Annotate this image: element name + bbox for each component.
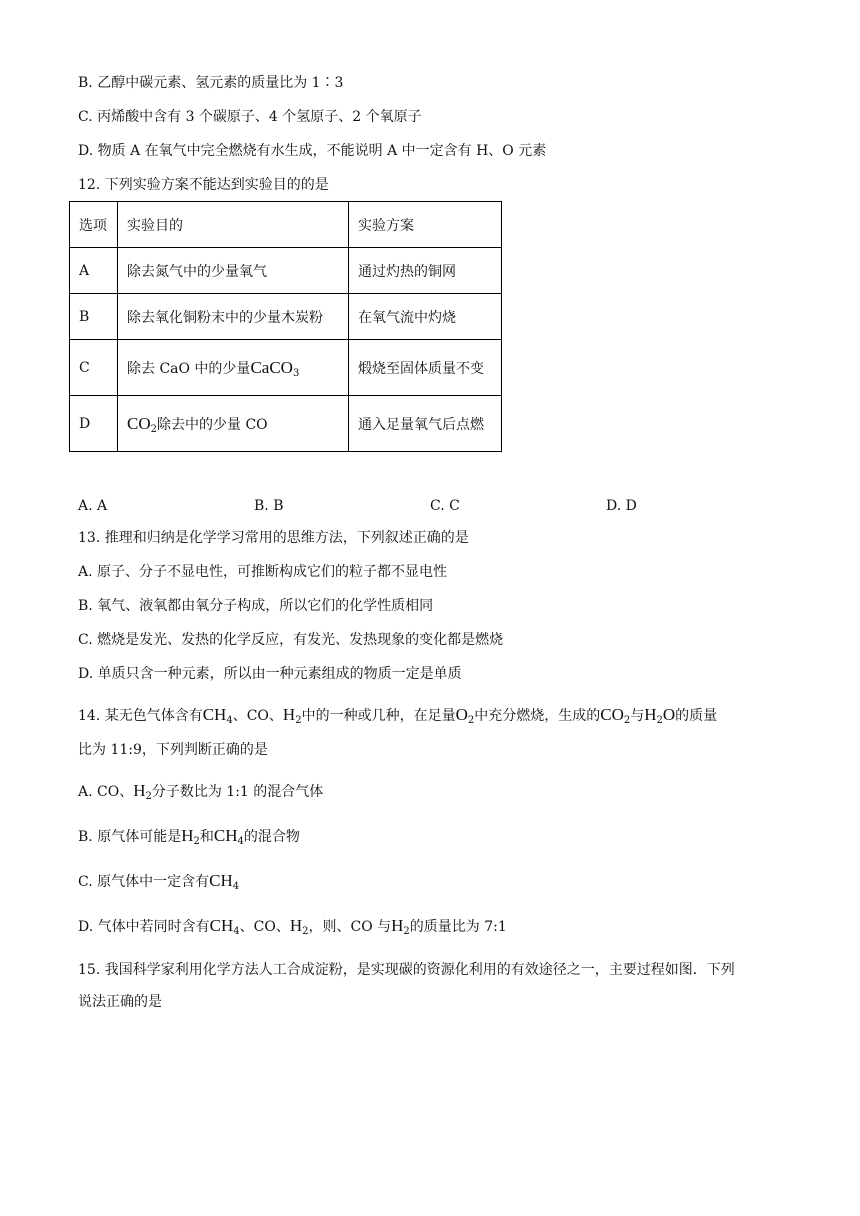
formula: CO xyxy=(600,705,624,724)
q12-choice-a: A. A xyxy=(78,498,108,514)
subscript: 2 xyxy=(302,926,309,937)
subscript: 4 xyxy=(232,881,240,892)
table-row xyxy=(70,340,502,396)
subscript: 2 xyxy=(467,715,475,726)
subscript: 4 xyxy=(226,715,233,726)
text: 和 xyxy=(199,829,214,845)
header-plan: 实验方案 xyxy=(349,202,502,248)
text: 、CO、 xyxy=(232,708,283,724)
header-goal: 实验目的 xyxy=(118,202,349,248)
formula: H xyxy=(644,705,657,724)
subscript: 2 xyxy=(150,423,157,435)
row-goal: 除去氮气中的少量氧气 xyxy=(118,248,349,294)
table-row xyxy=(70,396,502,452)
row-option: C xyxy=(70,340,118,396)
q13-option-b: B. 氧气、液氧都由氧分子构成，所以它们的化学性质相同 xyxy=(78,598,434,614)
subscript: 2 xyxy=(193,836,200,847)
table-row xyxy=(70,248,502,294)
q12-stem: 12. 下列实验方案不能达到实验目的的是 xyxy=(78,177,329,193)
subscript: 2 xyxy=(403,926,410,937)
formula: H xyxy=(133,781,146,800)
formula: H xyxy=(391,916,404,935)
formula: CH xyxy=(209,916,234,935)
table-row xyxy=(70,294,502,340)
formula: H xyxy=(282,705,296,724)
goal-text: 除去 CaO 中的少量 xyxy=(127,360,251,377)
row-option: B xyxy=(70,294,118,340)
subscript: 2 xyxy=(656,715,663,726)
q14-option-c xyxy=(78,871,239,892)
text: 、CO、 xyxy=(239,919,290,935)
row-goal: 除去氧化铜粉末中的少量木炭粉 xyxy=(118,294,349,340)
formula: O xyxy=(662,705,676,724)
row-option: D xyxy=(70,396,118,452)
q11-option-b: B. 乙醇中碳元素、氢元素的质量比为 1∶3 xyxy=(78,75,344,91)
q13-stem: 13. 推理和归纳是化学学习常用的思维方法，下列叙述正确的是 xyxy=(78,530,469,546)
goal-text: 除去中的少量 CO xyxy=(157,416,268,433)
q13-option-c: C. 燃烧是发光、发热的化学反应，有发光、发热现象的变化都是燃烧 xyxy=(78,632,504,648)
q12-choice-d: D. D xyxy=(606,498,637,514)
q14-option-a xyxy=(78,781,323,802)
text: B. 原气体可能是 xyxy=(78,829,182,845)
row-goal xyxy=(118,396,349,452)
q14-stem xyxy=(78,705,717,726)
subscript: 2 xyxy=(623,715,631,726)
formula: O xyxy=(455,705,468,724)
text: ，则、CO 与 xyxy=(308,919,392,935)
text: 14. 某无色气体含有 xyxy=(78,708,203,724)
table-header-row xyxy=(70,202,502,248)
q13-option-d: D. 单质只含一种元素，所以由一种元素组成的物质一定是单质 xyxy=(78,666,462,682)
q14-option-d xyxy=(78,916,507,937)
text: A. CO、 xyxy=(78,784,134,800)
formula: CH xyxy=(209,871,233,890)
text: 中的一种或几种，在足量 xyxy=(301,708,456,724)
subscript: 2 xyxy=(145,791,152,802)
row-plan: 煅烧至固体质量不变 xyxy=(349,340,502,396)
formula: CO xyxy=(127,413,151,433)
q15-stem-line2: 说法正确的是 xyxy=(78,994,162,1010)
text: 中充分燃烧，生成的 xyxy=(474,708,601,724)
q13-option-a: A. 原子、分子不显电性，可推断构成它们的粒子都不显电性 xyxy=(78,564,448,580)
row-goal xyxy=(118,340,349,396)
subscript: 3 xyxy=(292,367,300,379)
text: 的混合物 xyxy=(243,829,300,845)
q14-stem-line2: 比为 11:9，下列判断正确的是 xyxy=(78,742,268,758)
row-plan: 通入足量氧气后点燃 xyxy=(349,396,502,452)
text: 的质量比为 7:1 xyxy=(409,919,507,935)
formula: H xyxy=(181,826,194,845)
row-option: A xyxy=(70,248,118,294)
row-plan: 通过灼热的铜网 xyxy=(349,248,502,294)
q12-choice-b: B. B xyxy=(254,498,284,514)
experiment-table xyxy=(69,201,502,452)
text: C. 原气体中一定含有 xyxy=(78,874,210,890)
q15-stem-line1: 15. 我国科学家利用化学方法人工合成淀粉，是实现碳的资源化利用的有效途径之一，主要过程如图．下列 xyxy=(78,962,735,978)
formula: CH xyxy=(213,826,238,845)
text: 与 xyxy=(630,708,645,724)
formula: CaCO xyxy=(250,357,293,377)
q11-option-d: D. 物质 A 在氧气中完全燃烧有水生成，不能说明 A 中一定含有 H、O 元素 xyxy=(78,143,547,159)
formula: H xyxy=(289,916,303,935)
q14-option-b xyxy=(78,826,300,847)
q11-option-c: C. 丙烯酸中含有 3 个碳原子、4 个氢原子、2 个氧原子 xyxy=(78,109,422,125)
text: D. 气体中若同时含有 xyxy=(78,919,210,935)
row-plan: 在氧气流中灼烧 xyxy=(349,294,502,340)
subscript: 4 xyxy=(233,926,240,937)
text: 分子数比为 1:1 的混合气体 xyxy=(151,784,324,800)
subscript: 2 xyxy=(295,715,302,726)
subscript: 4 xyxy=(237,836,244,847)
q12-choice-c: C. C xyxy=(430,498,460,514)
header-option: 选项 xyxy=(70,202,118,248)
text: 的质量 xyxy=(675,708,718,724)
formula: CH xyxy=(202,705,227,724)
